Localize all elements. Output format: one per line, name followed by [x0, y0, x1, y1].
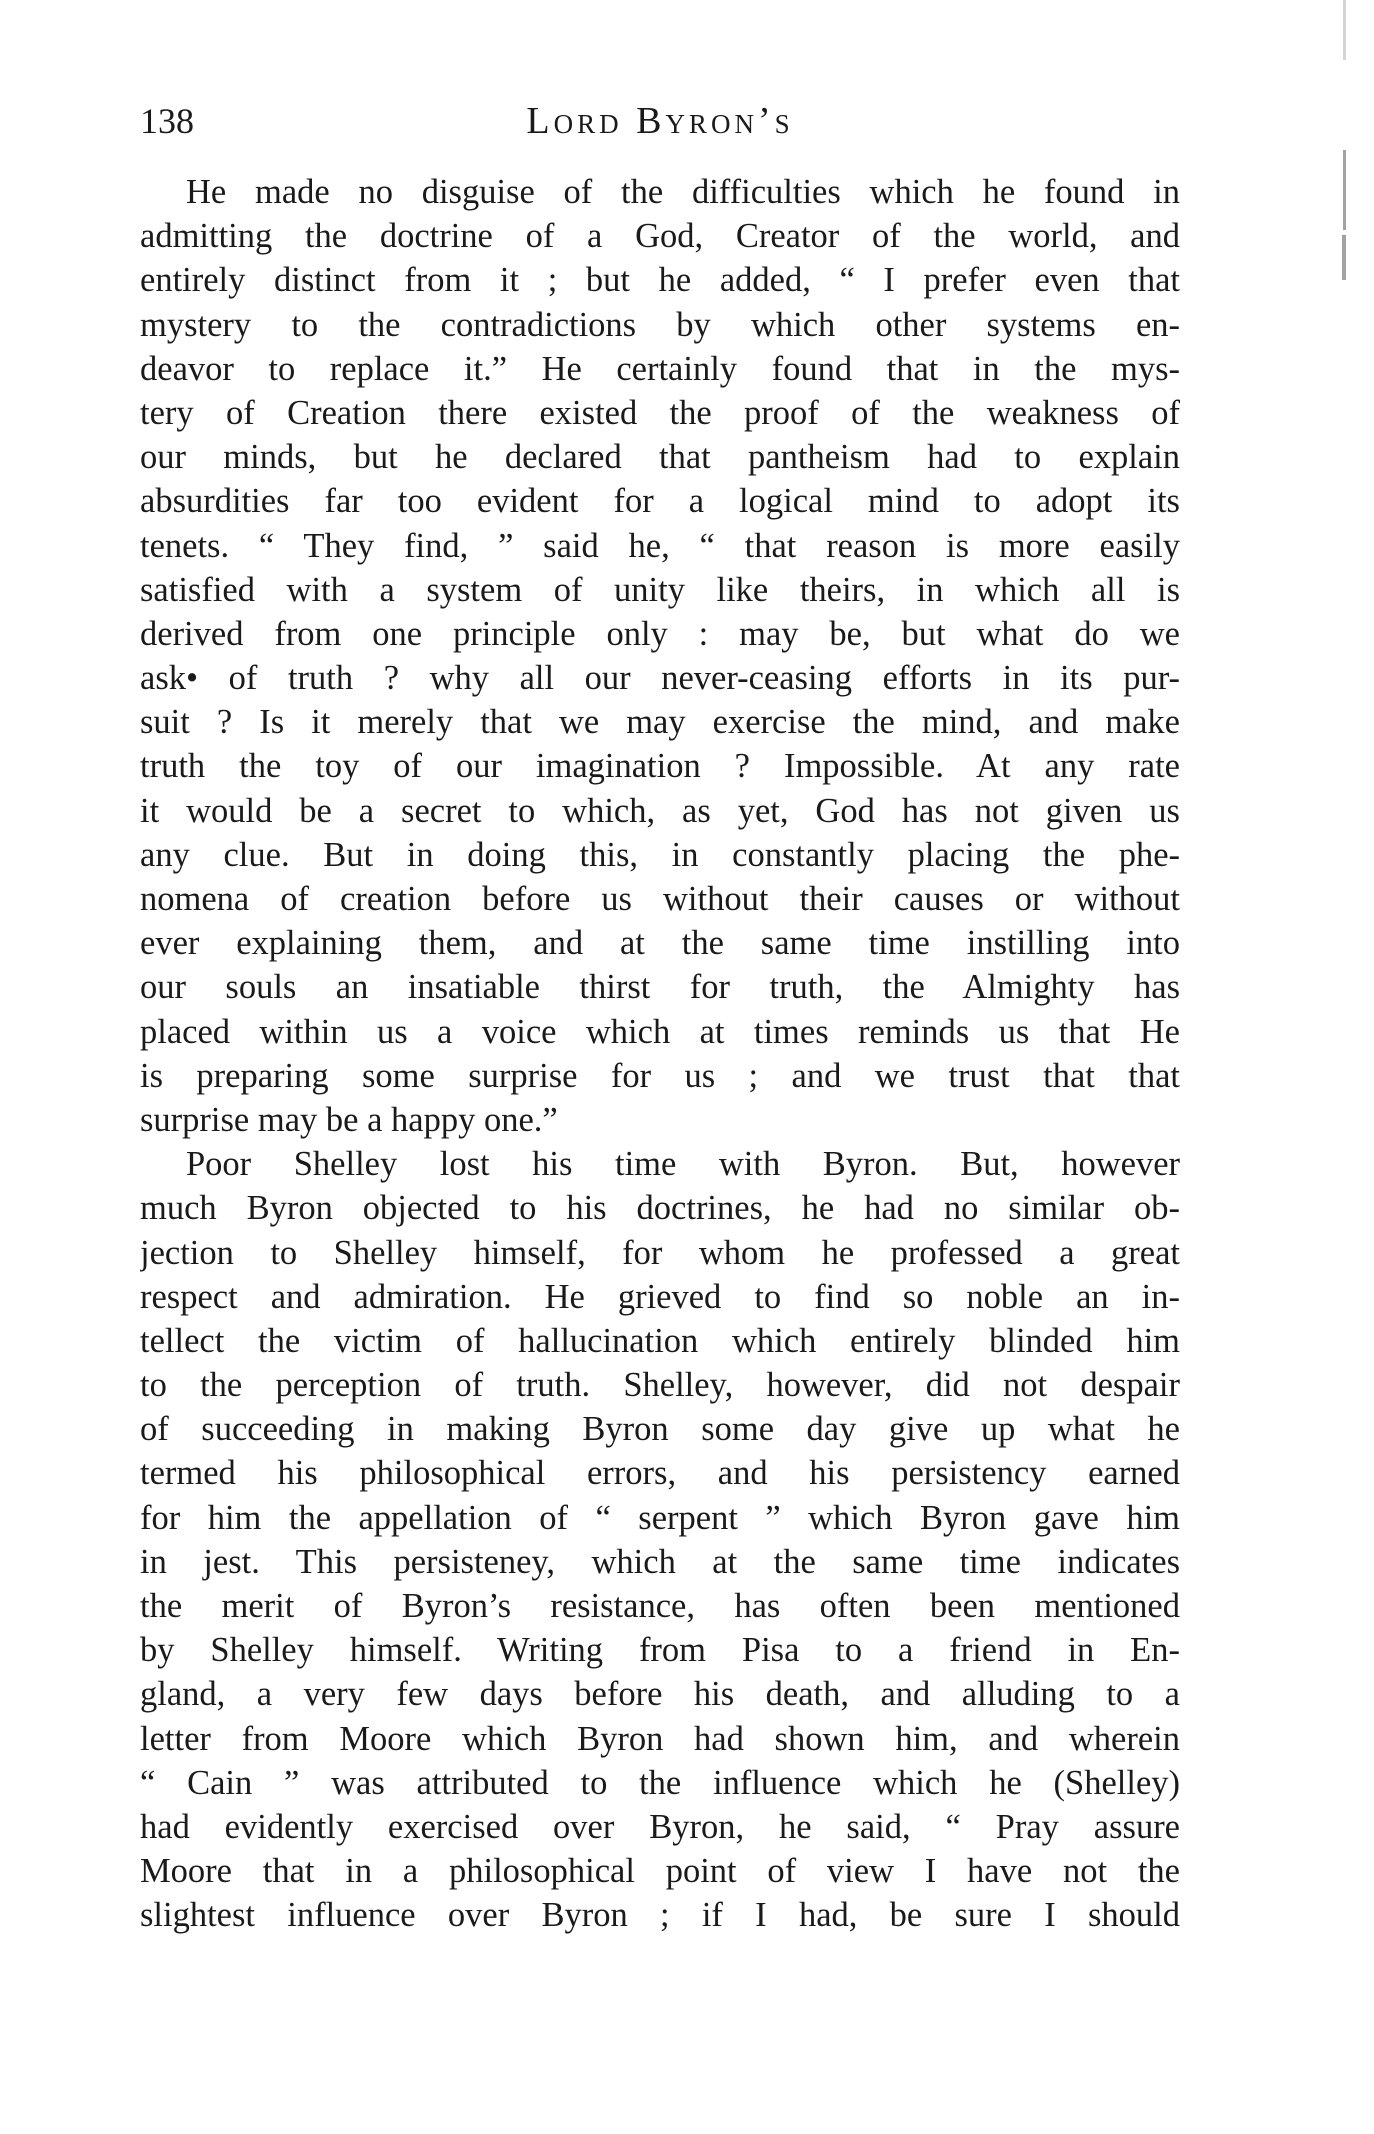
text-line: tery of Creation there existed the proof of the weakness of — [140, 393, 1180, 432]
text-line: the merit of Byron’s resistance, has often been mentioned — [140, 1587, 1180, 1625]
text-line: respect and admiration. He grieved to find so noble an in- — [140, 1277, 1180, 1316]
text-line: in jest. This persisteney, which at the same time indicates — [140, 1542, 1180, 1581]
text-line: for him the appellation of “ serpent ” which Byron gave him — [140, 1498, 1180, 1537]
text-line: mystery to the contradictions by which other systems en- — [140, 305, 1180, 344]
text-line: our minds, but he declared that pantheism had to explain — [140, 438, 1180, 477]
text-line: derived from one principle only : may be, but what do we — [140, 614, 1180, 653]
text-line: letter from Moore which Byron had shown him, and wherein — [140, 1719, 1180, 1758]
text-line: admitting the doctrine of a God, Creator of the world, and — [140, 217, 1180, 256]
text-line: nomena of creation before us without their causes or without — [140, 880, 1180, 918]
text-line: Moore that in a philosophical point of view I have not the — [140, 1852, 1180, 1891]
running-head — [140, 96, 1180, 146]
text-line: gland, a very few days before his death, and alluding to a — [140, 1675, 1180, 1714]
text-line: deavor to replace it.” He certainly found that in the mys- — [140, 349, 1180, 388]
text-line: ask• of truth ? why all our never-ceasing efforts in its pur- — [140, 659, 1180, 698]
text-line: truth the toy of our imagination ? Impossible. At any rate — [140, 747, 1180, 786]
text-line: placed within us a voice which at times reminds us that He — [140, 1012, 1180, 1051]
text-line: our souls an insatiable thirst for truth, the Almighty has — [140, 968, 1180, 1007]
text-line: it would be a secret to which, as yet, God has not given us — [140, 791, 1180, 830]
text-line: entirely distinct from it ; but he added, “ I prefer even that — [140, 261, 1180, 300]
body-text — [140, 170, 1180, 1938]
text-line: to the perception of truth. Shelley, however, did not despair — [140, 1366, 1180, 1405]
text-line: surprise may be a happy one.” — [140, 1100, 558, 1139]
text-line: much Byron objected to his doctrines, he had no similar ob- — [140, 1189, 1180, 1228]
text-line: is preparing some surprise for us ; and we trust that that — [140, 1056, 1180, 1095]
text-line: by Shelley himself. Writing from Pisa to a friend in En- — [140, 1631, 1180, 1670]
text-line: jection to Shelley himself, for whom he professed a great — [140, 1233, 1180, 1272]
scan-artifact — [1343, 150, 1346, 230]
text-line: Poor Shelley lost his time with Byron. But, however — [186, 1145, 1180, 1184]
scan-artifact — [1343, 0, 1346, 60]
text-line: absurdities far too evident for a logical mind to adopt its — [140, 482, 1180, 521]
text-line: suit ? Is it merely that we may exercise the mind, and make — [140, 703, 1180, 742]
text-line: tenets. “ They find, ” said he, “ that reason is more easily — [140, 526, 1180, 565]
text-line: termed his philosophical errors, and his persistency earned — [140, 1454, 1180, 1493]
text-line: satisfied with a system of unity like theirs, in which all is — [140, 570, 1180, 609]
running-title: Lord Byron’s — [526, 100, 794, 142]
text-line: of succeeding in making Byron some day give up what he — [140, 1410, 1180, 1449]
text-line: “ Cain ” was attributed to the influence which he (Shelley) — [140, 1763, 1180, 1802]
text-line: had evidently exercised over Byron, he said, “ Pray assure — [140, 1807, 1180, 1846]
text-line: slightest influence over Byron ; if I had, be sure I should — [140, 1896, 1180, 1935]
text-line: ever explaining them, and at the same time instilling into — [140, 924, 1180, 963]
text-line: tellect the victim of hallucination which entirely blinded him — [140, 1321, 1180, 1360]
text-line: He made no disguise of the difficulties which he found in — [186, 173, 1180, 211]
page-number: 138 — [140, 101, 194, 141]
scan-artifact — [1342, 235, 1346, 280]
text-line: any clue. But in doing this, in constantly placing the phe- — [140, 835, 1180, 874]
